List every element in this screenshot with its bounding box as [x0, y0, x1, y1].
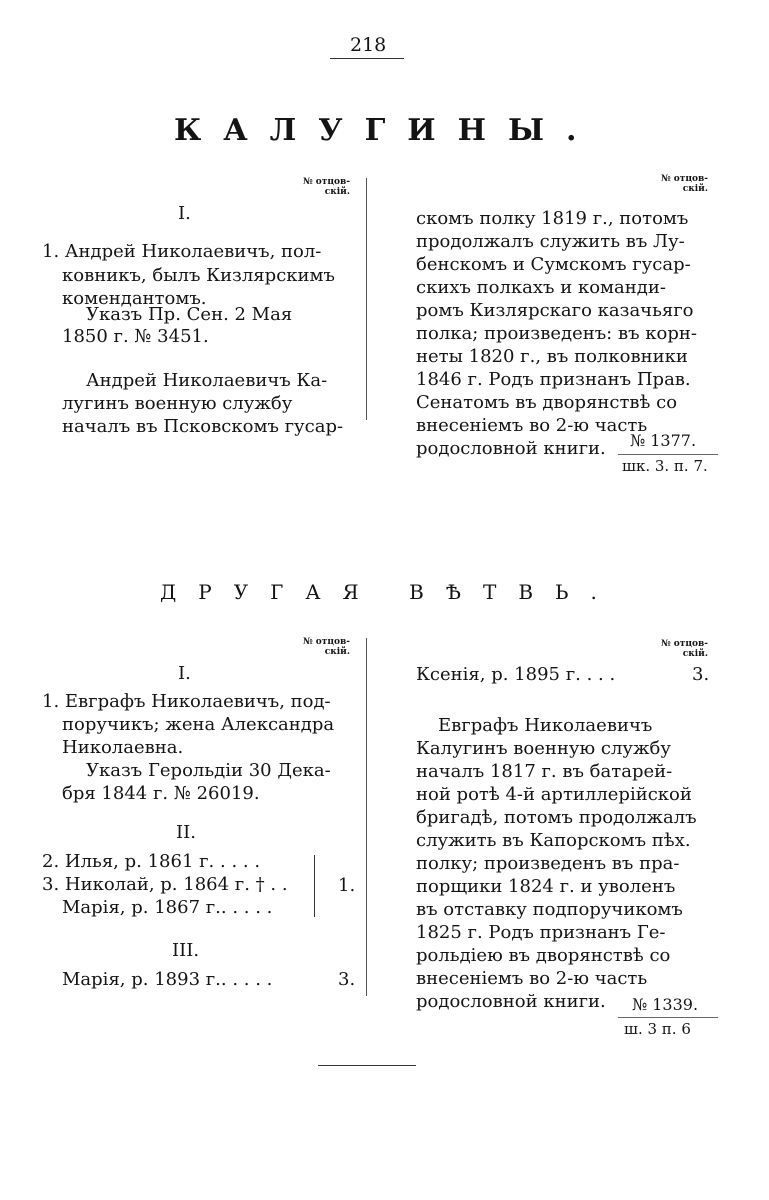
col-header-right	[658, 639, 708, 659]
entry-line: внесеніемъ во 2-ю часть	[416, 415, 648, 436]
grandchild-entry: Марія, р. 1893 г.. . . . .	[62, 969, 273, 990]
entry-line: скихъ полкахъ и команди-	[416, 277, 666, 298]
entry-line: полку; произведенъ въ пра-	[416, 853, 680, 874]
grandchild-ref: 3.	[338, 969, 356, 990]
entry-line: Калугинъ военную службу	[416, 738, 671, 759]
archive-number: № 1377.	[630, 431, 697, 450]
page-number-rule	[330, 58, 404, 59]
entry-line: порщики 1824 г. и уволенъ	[416, 876, 676, 897]
col-header-right	[658, 174, 708, 194]
col-header-line: скій.	[682, 649, 708, 659]
entry-line: служить въ Капорскомъ пѣх.	[416, 830, 691, 851]
entry-line: лугинъ военную службу	[62, 393, 293, 414]
column-divider	[366, 178, 367, 420]
entry-line: поручикъ; жена Александра	[62, 714, 335, 735]
entry-line: неты 1820 г., въ полковники	[416, 346, 688, 367]
entry-line: началъ 1817 г. въ батарей-	[416, 761, 673, 782]
col-header-left	[300, 637, 350, 657]
family-title: КАЛУГИНЫ.	[174, 113, 599, 148]
col-header-line: скій.	[324, 647, 350, 657]
grandchild-entry: Ксенія, р. 1895 г. . . .	[416, 664, 616, 685]
col-header-line: № отцов-	[302, 177, 350, 187]
entry-line: 1846 г. Родъ признанъ Прав.	[416, 369, 691, 390]
col-header-line: № отцов-	[660, 639, 708, 649]
col-header-line: № отцов-	[660, 174, 708, 184]
branch-title: ДРУГАЯ ВѢТВЬ.	[160, 580, 619, 604]
shelf-mark: шк. 3. п. 7.	[622, 457, 708, 475]
generation-numeral: I.	[178, 663, 191, 684]
entry-line: ковникъ, былъ Кизлярскимъ	[62, 265, 335, 286]
entry-line: бенскомъ и Сумскомъ гусар-	[416, 254, 691, 275]
grouping-brace	[310, 855, 315, 917]
entry-line: скомъ полку 1819 г., потомъ	[416, 208, 689, 229]
entry-line: бригадѣ, потомъ продолжалъ	[416, 807, 697, 828]
entry-line: внесеніемъ во 2-ю часть	[416, 968, 648, 989]
entry-line: 1850 г. № 3451.	[62, 326, 209, 347]
entry-line: рольдіею въ дворянствѣ со	[416, 945, 671, 966]
column-divider	[366, 638, 367, 996]
children-ref: 1.	[338, 875, 356, 896]
entry-line: ной ротѣ 4-й артиллерійской	[416, 784, 692, 805]
archive-number: № 1339.	[632, 995, 699, 1014]
entry-line: бря 1844 г. № 26019.	[62, 783, 260, 804]
page-number: 218	[350, 34, 387, 56]
col-header-line: скій.	[682, 184, 708, 194]
generation-numeral: II.	[176, 822, 196, 843]
entry-line: Указъ Пр. Сен. 2 Мая	[86, 304, 293, 325]
col-header-line: скій.	[324, 187, 350, 197]
entry-line: Евграфъ Николаевичъ	[438, 715, 653, 736]
entry-line: 1. Евграфъ Николаевичъ, под-	[42, 691, 331, 712]
generation-numeral: III.	[172, 940, 200, 961]
entry-line: 1825 г. Родъ признанъ Ге-	[416, 922, 666, 943]
generation-numeral: I.	[178, 203, 191, 224]
entry-line: ромъ Кизлярскаго казачьяго	[416, 300, 694, 321]
entry-line: комендантомъ.	[62, 288, 207, 309]
end-rule	[318, 1065, 416, 1066]
col-header-left	[300, 177, 350, 197]
entry-line: продолжалъ служить въ Лу-	[416, 231, 685, 252]
col-header-line: № отцов-	[302, 637, 350, 647]
entry-line: 1. Андрей Николаевичъ, пол-	[42, 241, 322, 262]
entry-line: въ отставку подпоручикомъ	[416, 899, 683, 920]
entry-line: полка; произведенъ: въ корн-	[416, 323, 697, 344]
entry-line: Андрей Николаевичъ Ка-	[86, 370, 328, 391]
entry-line: Николаевна.	[62, 737, 184, 758]
child-entry: 2. Илья, р. 1861 г. . . . .	[42, 851, 261, 872]
grandchild-ref: 3.	[692, 664, 710, 685]
entry-line: началъ въ Псковскомъ гусар-	[62, 416, 344, 437]
entry-line: родословной книги.	[416, 438, 606, 459]
shelf-mark: ш. 3 п. 6	[624, 1020, 691, 1038]
entry-line: родословной книги.	[416, 991, 606, 1012]
child-entry: Марія, р. 1867 г.. . . . .	[62, 897, 273, 918]
entry-line: Указъ Герольдіи 30 Дека-	[86, 760, 331, 781]
child-entry: 3. Николай, р. 1864 г. † . .	[42, 874, 288, 895]
entry-line: Сенатомъ въ дворянствѣ со	[416, 392, 678, 413]
